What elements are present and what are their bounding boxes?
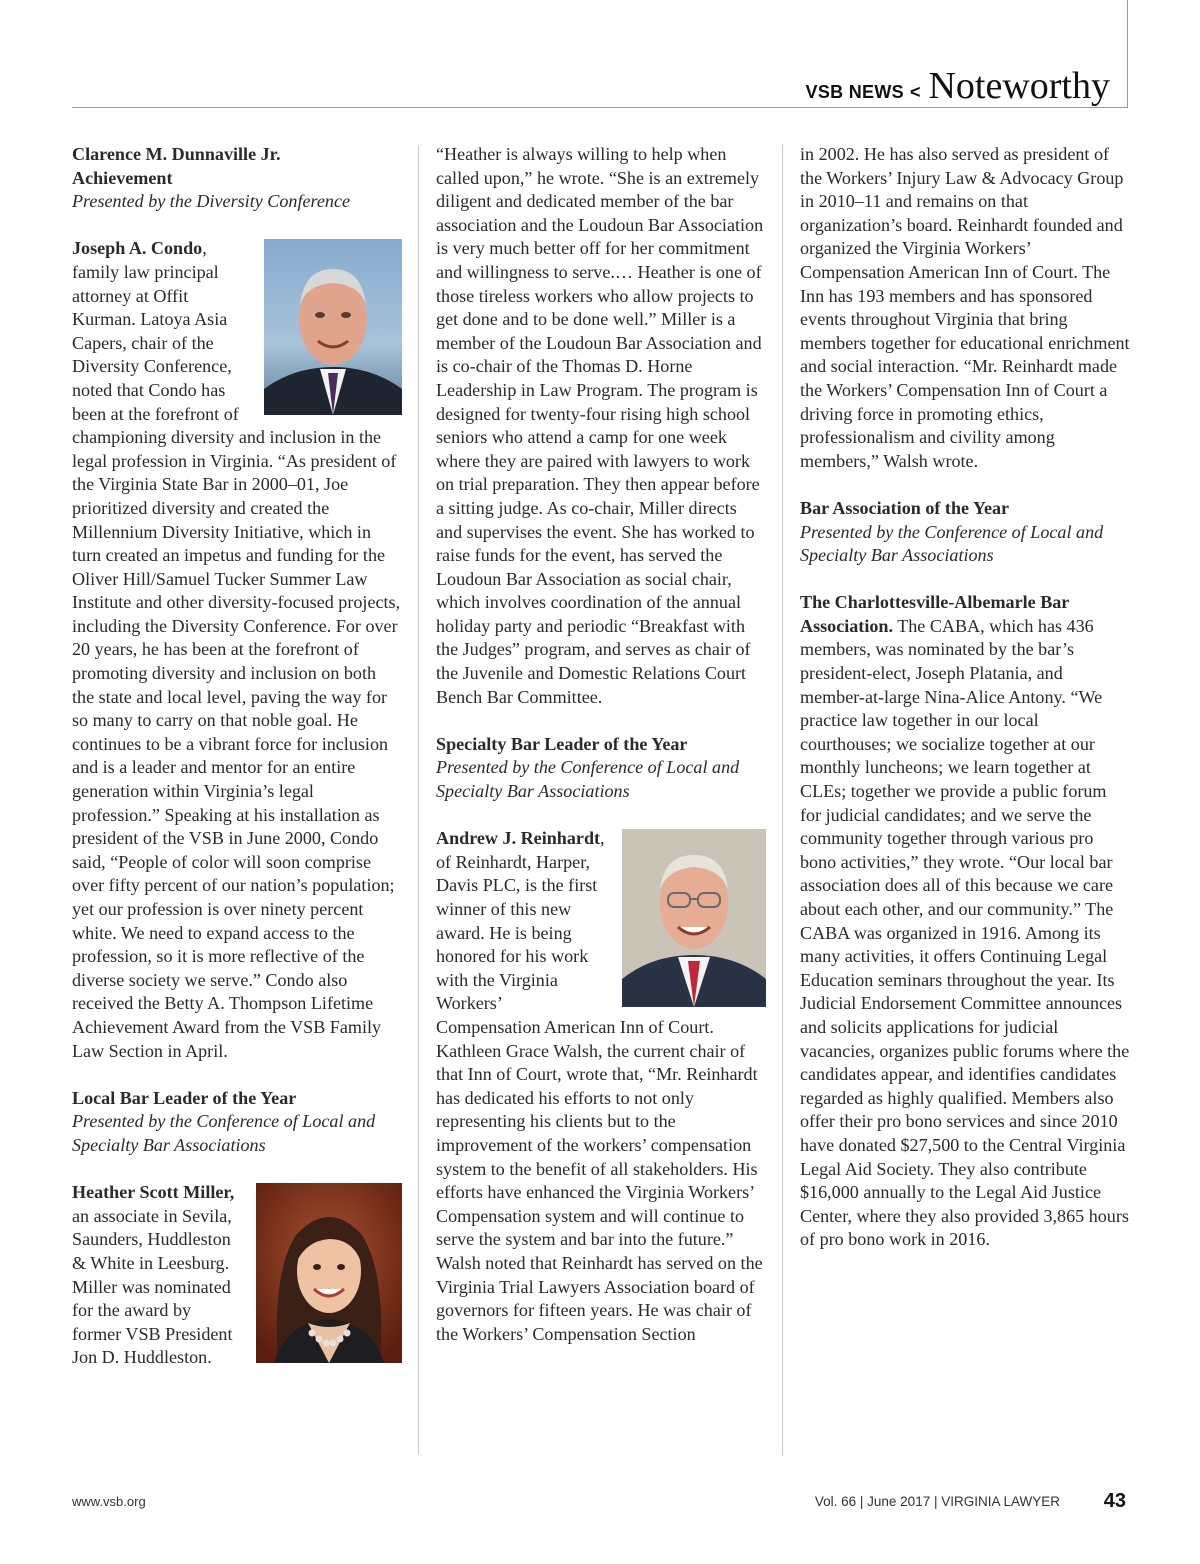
condo-photo <box>264 239 402 415</box>
honoree-name: Andrew J. Reinhardt <box>436 828 601 849</box>
reinhardt-photo <box>622 829 766 1007</box>
award-title: Bar Association of the Year <box>800 497 1010 518</box>
page-number: 43 <box>1103 1490 1126 1512</box>
honoree-name: The Charlottesville-Albemarle Bar Association. <box>800 592 1070 636</box>
award-title: Specialty Bar Leader of the Year <box>436 733 688 754</box>
award-presenter: Presented by the Conference of Local and Specialty Bar Associations <box>72 1111 376 1155</box>
miller-paragraph: Heather Scott Miller, an associate in Sevila, Saunders, Huddleston & White in Leesburg. Miller was nominated for the award by former VSB President Jon D. Huddleston. <box>72 1181 402 1370</box>
honoree-name: Heather Scott Miller, <box>72 1182 235 1203</box>
award-title: Local Bar Leader of the Year <box>72 1087 297 1108</box>
award-presenter: Presented by the Diversity Conference <box>72 191 351 212</box>
miller-paragraph-continued: “Heather is always willing to help when called upon,” he wrote. “She is an extremely diligent and dedicated member of the bar association and the Loudoun Bar Association is very much better off for her commitment and willingness to serve.… Heather is one of those tireless workers who allow projects to get done and to be done well.” Miller is a member of the Loudoun Bar Association and is co-chair of the Thomas D. Horne Leadership in Law Program. The program is designed for twenty-four rising high school seniors who attend a camp for one week where they are paired with lawyers to work on trial preparation. They then appear before a sitting judge. As co-chair, Miller directs and supervises the event. She has worked to raise funds for the event, has served the Loudoun Bar Association as social chair, which involves coordination of the annual holiday party and periodic “Breakfast with the Judges” program, and serves as chair of the Juvenile and Domestic Relations Court Bench Bar Committee. <box>436 144 764 707</box>
caba-paragraph: The Charlottesville-Albemarle Bar Association. The CABA, which has 436 members, was nominated by the bar’s president-elect, Joseph Platania, and member-at-large Nina-Alice Antony. “We practice law together in our local courthouses; we socialize together at our monthly luncheons; we learn together at CLEs; together we provide a public forum for judicial candidates; and we serve the community together through various pro bono activities,” they wrote. “Our local bar association does all of this because we care about each other, and our community.” The CABA was organized in 1916. Among its many activities, it offers Continuing Legal Education seminars throughout the year. Its Judicial Endorsement Committee announces and solicits applications for judicial vacancies, organizes public forums where the candidates appear, and identifies candidates regarded as highly qualified. Members also offer their pro bono services and since 2010 have donated $27,500 to the Central Virginia Legal Aid Society. They also contribute $16,000 annually to the Legal Aid Justice Center, where they also provided 3,865 hours of pro bono work in 2016. <box>800 592 1130 1250</box>
honoree-name: Joseph A. Condo <box>72 238 203 259</box>
column-1 <box>72 143 402 1370</box>
miller-photo <box>256 1183 402 1363</box>
award-title: Clarence M. Dunnaville Jr. Achievement <box>72 144 281 188</box>
section-kicker: VSB NEWS <box>805 82 904 102</box>
miller-photo-wrap <box>256 1183 402 1363</box>
header-right-rule <box>1127 0 1128 108</box>
award-presenter: Presented by the Conference of Local and Specialty Bar Associations <box>436 757 740 802</box>
reinhardt-photo-wrap <box>622 829 766 1007</box>
footer-issue: Vol. 66 | June 2017 | VIRGINIA LAWYER <box>814 1494 1060 1509</box>
footer-url: www.vsb.org <box>72 1494 146 1509</box>
award-presenter: Presented by the Conference of Local and Specialty Bar Associations <box>800 521 1104 566</box>
section-title: Noteworthy <box>928 65 1110 107</box>
page-header <box>806 64 1110 108</box>
reinhardt-paragraph-continued: in 2002. He has also served as president of the Workers’ Injury Law & Advocacy Group in 2010–11 and remains on that organization’s board. Reinhardt founded and organized the Virginia Workers’ Compensation American Inn of Court. The Inn has 193 members and has sponsored events throughout Virginia that bring members together for educational enrichment and social interaction. “Mr. Reinhardt made the Workers’ Compensation Inn of Court a driving force in promoting ethics, professionalism and civility among members,” Walsh wrote. <box>800 144 1130 471</box>
condo-photo-wrap <box>264 239 402 415</box>
column-2 <box>436 143 766 1346</box>
reinhardt-paragraph: Andrew J. Reinhardt, of Reinhardt, Harper, Davis PLC, is the first winner of this new award. He is being honored for his work with the Virginia Workers’ Compensation American Inn of Court. Kathleen Grace Walsh, the current chair of that Inn of Court, wrote that, “Mr. Reinhardt has dedicated his efforts to not only representing his clients but to the improvement of the workers’ compensation system to the benefit of all stakeholders. His efforts have enhanced the Virginia Workers’ Compensation system and will continue to serve the system and bar into the future.” Walsh noted that Reinhardt has served on the Virginia Trial Lawyers Association board of governors for fifteen years. He was chair of the Workers’ Compensation Section <box>436 827 766 1346</box>
header-separator: < <box>909 82 921 102</box>
column-divider-1 <box>418 145 419 1455</box>
column-divider-2 <box>782 145 783 1455</box>
column-3 <box>800 143 1130 1252</box>
condo-paragraph: Joseph A. Condo, family law principal attorney at Offit Kurman. Latoya Asia Capers, chair of the Diversity Conference, noted that Condo has been at the forefront of championing diversity and inclusion in the legal profession in Virginia. “As president of the Virginia State Bar in 2000–01, Joe prioritized diversity and created the Millennium Diversity Initiative, which in turn created an impetus and funding for the Oliver Hill/Samuel Tucker Summer Law Institute and other diversity-focused projects, including the Diversity Conference. For over 20 years, he has been at the forefront of promoting diversity and inclusion on both the state and local level, paving the way for so many to carry on that noble goal. He continues to be a vibrant force for inclusion and is a leader and mentor for an entire generation within Virginia’s legal profession.” Speaking at his installation as president of the VSB in June 2000, Condo said, “People of color will soon comprise over fifty percent of our nation’s population; yet our profession is over ninety percent white. We need to expand access to the profession, so it is more reflective of the diverse society we serve.” Condo also received the Betty A. Thompson Lifetime Achievement Award from the VSB Family Law Section in April. <box>72 238 401 1061</box>
